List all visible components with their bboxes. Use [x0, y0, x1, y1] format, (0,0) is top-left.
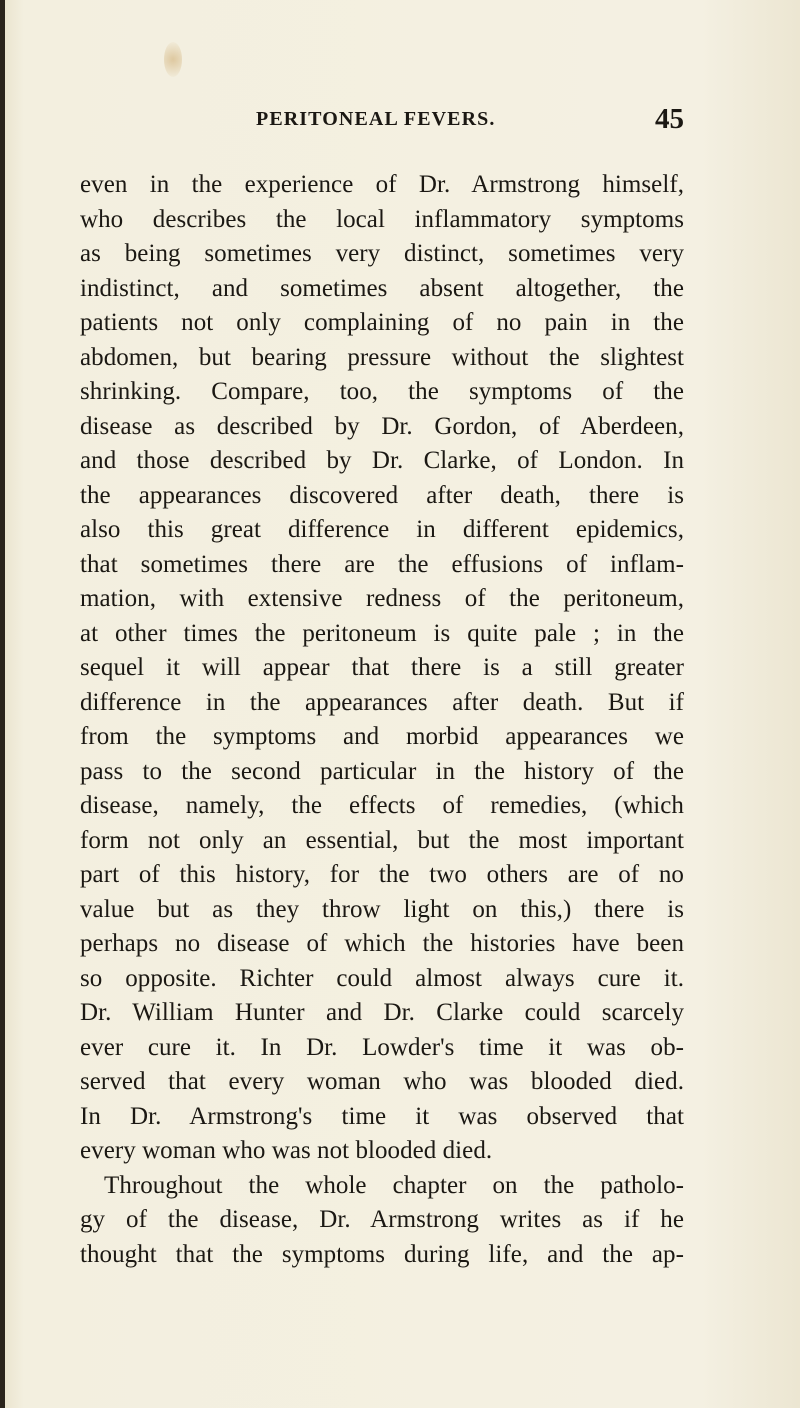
text-line: every woman who was not blooded died. [80, 1137, 493, 1164]
text-line: disease as described by Dr. Gordon, of Aberdeen, [80, 412, 684, 440]
text-line: pass to the second particular in the history of the [80, 757, 684, 785]
text-line: at other times the peritoneum is quite pale ; in the [80, 619, 684, 647]
text-line: mation, with extensive redness of the peritoneum, [80, 585, 684, 612]
text-line: Throughout the whole chapter on the patholo- [104, 1171, 684, 1199]
body-text [80, 168, 684, 1272]
text-line: form not only an essential, but the most important [80, 826, 684, 854]
text-line: also this great difference in different epidemics, [80, 516, 684, 543]
page-header [80, 103, 684, 143]
text-line: as being sometimes very distinct, sometimes very [80, 240, 684, 267]
page-binding-edge [0, 0, 5, 1408]
running-head: PERITONEAL FEVERS. [256, 108, 496, 130]
text-line: from the symptoms and morbid appearances we [80, 723, 684, 750]
text-line: that sometimes there are the effusions of inflam- [80, 550, 684, 578]
text-line: gy of the disease, Dr. Armstrong writes as if he [80, 1206, 684, 1233]
text-line: served that every woman who was blooded died. [80, 1068, 684, 1095]
text-line: even in the experience of Dr. Armstrong himself, [80, 171, 684, 198]
text-line: who describes the local inflammatory symptoms [80, 205, 684, 233]
text-line: patients not only complaining of no pain in the [80, 309, 684, 336]
text-line: perhaps no disease of which the histories have been [80, 930, 684, 957]
text-line: disease, namely, the effects of remedies, (which [80, 792, 684, 819]
text-line: part of this history, for the two others are of no [80, 861, 684, 888]
page-number: 45 [655, 103, 684, 135]
text-line: shrinking. Compare, too, the symptoms of the [80, 378, 684, 405]
text-line: sequel it will appear that there is a still greater [80, 654, 684, 681]
text-line: thought that the symptoms during life, and the ap- [80, 1240, 684, 1268]
text-line: so opposite. Richter could almost always cure it. [80, 964, 684, 992]
paper-stain [164, 42, 182, 77]
text-line: and those described by Dr. Clarke, of London. In [80, 447, 684, 474]
text-line: ever cure it. In Dr. Lowder's time it was ob- [80, 1033, 684, 1061]
text-line: value but as they throw light on this,) there is [80, 895, 684, 923]
text-line: indistinct, and sometimes absent altogether, the [80, 274, 684, 302]
text-line: Dr. William Hunter and Dr. Clarke could scarcely [80, 999, 684, 1026]
text-line: difference in the appearances after death. But if [80, 688, 684, 716]
text-line: In Dr. Armstrong's time it was observed that [80, 1102, 684, 1130]
text-line: the appearances discovered after death, there is [80, 481, 684, 509]
text-line: abdomen, but bearing pressure without the slightest [80, 343, 684, 371]
